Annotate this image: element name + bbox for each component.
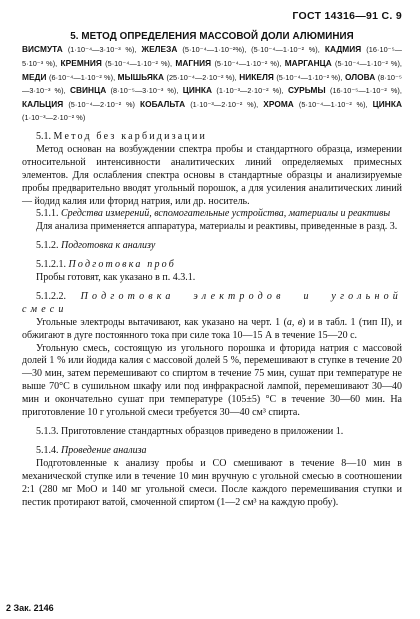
- para-5-1-2: [22, 240, 402, 253]
- footer-note: 2 Зак. 2146: [6, 603, 54, 613]
- element-entry: [140, 99, 258, 109]
- element-range: (16·10⁻⁵—5·10⁻³ %),: [22, 45, 402, 68]
- element-name: КРЕМНИЯ: [60, 58, 102, 68]
- para-number: 5.1.1.: [36, 208, 59, 220]
- element-name: ВИСМУТА: [22, 44, 63, 55]
- element-entry: [61, 58, 173, 68]
- para-5-1-3: 5.1.3. Приготовление стандартных образцов приведено в приложении 1.: [36, 426, 344, 437]
- element-entry: [70, 85, 179, 95]
- element-range: (16·10⁻⁵—1·10⁻² %),: [329, 86, 402, 96]
- element-name: СУРЬМЫ: [288, 85, 326, 96]
- para-5-1: [22, 131, 402, 144]
- element-range: (1·10⁻⁴—3·10⁻³ %),: [67, 45, 137, 55]
- element-entry: [239, 72, 342, 82]
- element-range: (5·10⁻⁴—1·10⁻² %),: [298, 99, 368, 109]
- element-entry: [263, 99, 367, 109]
- para-5-1-1-text: Для анализа применяется аппаратура, материалы и реактивы, приведенные в разд. 3.: [36, 221, 398, 233]
- subsection-title: Метод без карбидизации: [53, 130, 208, 142]
- element-range: (5·10⁻⁴—1·10⁻² %),: [105, 59, 173, 68]
- para-number: 5.1.2.2.: [36, 290, 66, 302]
- element-range: (5·10⁻⁴—1·10⁻² %),: [276, 72, 343, 82]
- element-name: МАРГАНЦА: [284, 58, 332, 68]
- element-name: МЕДИ: [22, 71, 47, 82]
- para-5-1-4-text: Подготовленные к анализу пробы и СО смешивают в течение 8—10 мин в механической ступке или в течение 10 мин вручную с угольной смесью в соотношении 2:1 (280 мг МоО и 140 мг угольной смеси. После каждого перемешивания ступки и пестик протирают ватой, смоченной спиртом (1—2 см³ на каждую пробу).: [22, 457, 402, 508]
- element-name: ХРОМА: [263, 98, 294, 109]
- element-name: МЫШЬЯКА: [117, 71, 165, 82]
- para-number: 5.1.: [36, 130, 51, 142]
- element-range: (8·10⁻⁵—3·10⁻³ %),: [22, 72, 403, 96]
- text-run: ) и в табл. 1 (тип II), и обжигают в дуге постоянного тока при силе тока 10—15 А в течение 15—20 с.: [22, 316, 402, 341]
- element-name: ОЛОВА: [344, 71, 376, 82]
- element-name: КАДМИЯ: [324, 44, 362, 55]
- para-number: 5.1.2.: [36, 240, 59, 252]
- element-entry: [175, 58, 281, 68]
- element-entry: [288, 85, 402, 95]
- element-range: (6·10⁻⁴—1·10⁻² %),: [48, 72, 116, 82]
- para-number: 5.1.4.: [36, 444, 59, 456]
- figure-ref: а, в: [286, 316, 303, 328]
- element-name: КОБАЛЬТА: [140, 98, 186, 109]
- element-name: КАЛЬЦИЯ: [22, 98, 64, 109]
- para-5-1-2-2-text: [22, 317, 402, 343]
- element-entry: [285, 58, 402, 68]
- para-5-1-2-2: [22, 291, 402, 317]
- content: [22, 31, 402, 509]
- para-5-1-text: Метод основан на возбуждении спектра пробы и стандартного образца, измерении относительной интенсивности аналитических линий определяемых примесных элементов. Для ослабления спектра основы в стандартные образцы и анализируемые пробы предварительно вводят угольный порошок, а для усиления аналитических линий — йодид калия или фторид натрия, или др. носитель.: [22, 143, 402, 207]
- element-name: ЦИНКА: [182, 85, 213, 96]
- element-name: ЦИНКА: [372, 98, 402, 109]
- subsection-title: Подготовка электродов и угольной смеси: [22, 290, 402, 315]
- subsection-title: Средства измерений, вспомогательные устройства, материалы и реактивы: [61, 208, 391, 220]
- element-entry: [183, 85, 284, 95]
- subsection-title: Проведение анализа: [61, 444, 147, 456]
- element-range: (5·10⁻⁴—1·10⁻² %),: [214, 59, 282, 68]
- element-range: (5·10⁻⁴—1·10⁻² %),: [335, 59, 403, 68]
- element-list: [22, 43, 402, 125]
- element-entry: [22, 44, 137, 54]
- element-range: (5·10⁻⁴—2·10⁻² %): [68, 99, 135, 109]
- element-range: (1·10⁻³—2·10⁻² %),: [190, 99, 259, 109]
- element-name: ЖЕЛЕЗА: [141, 44, 178, 55]
- element-name: СВИНЦА: [69, 85, 107, 96]
- element-name: НИКЕЛЯ: [239, 71, 274, 82]
- element-entry: [22, 99, 135, 109]
- subsection-title: Подготовка проб: [68, 259, 176, 271]
- text-run: Угольные электроды вытачивают, как указано на черт. 1 (: [36, 316, 287, 328]
- element-range: (1·10⁻³—2·10⁻² %),: [216, 86, 284, 96]
- element-range: (8·10⁻⁵—3·10⁻³ %),: [110, 86, 179, 96]
- element-range: (5·10⁻⁴—1·10⁻²%), (5·10⁻⁴—1·10⁻² %),: [182, 45, 320, 55]
- para-mix-text: Угольную смесь, состоящую из угольного порошка и фторида натрия с массовой долей 1 % или йодида калия с массовой долей 5 %, перемешивают в ступке в течение 20—30 мин, затем перемешивают со спиртом в течение 75 мин, сушат при температуре не выше 70°С в сушильном шкафу или под инфракрасной лампой, перемешивают 30—40 мин и окончательно сушат при температуре (105±5) °С в течение 30—60 мин. На приготовление 10 г угольной смеси требуется 30—40 см³ спирта.: [22, 342, 402, 419]
- body-text: [22, 131, 402, 509]
- para-number: 5.1.2.1.: [36, 259, 66, 271]
- para-5-1-2-1: [22, 259, 402, 272]
- element-entry: [22, 72, 115, 82]
- para-5-1-2-1-text: Пробы готовят, как указано в п. 4.3.1.: [36, 272, 196, 284]
- element-range: (25·10⁻⁴—2·10⁻² %),: [166, 72, 237, 82]
- section-title: 5. МЕТОД ОПРЕДЕЛЕНИЯ МАССОВОЙ ДОЛИ АЛЮМИНИЯ: [70, 31, 354, 42]
- para-5-1-1: [22, 208, 402, 221]
- para-5-1-4: [22, 445, 402, 458]
- element-entry: [142, 44, 320, 54]
- element-range: (1·10⁻³—2·10⁻² %): [22, 113, 86, 123]
- element-entry: [118, 72, 237, 82]
- subsection-title: Подготовка к анализу: [61, 240, 156, 252]
- element-name: МАГНИЯ: [175, 58, 212, 68]
- running-header: ГОСТ 14316—91 С. 9: [292, 10, 402, 22]
